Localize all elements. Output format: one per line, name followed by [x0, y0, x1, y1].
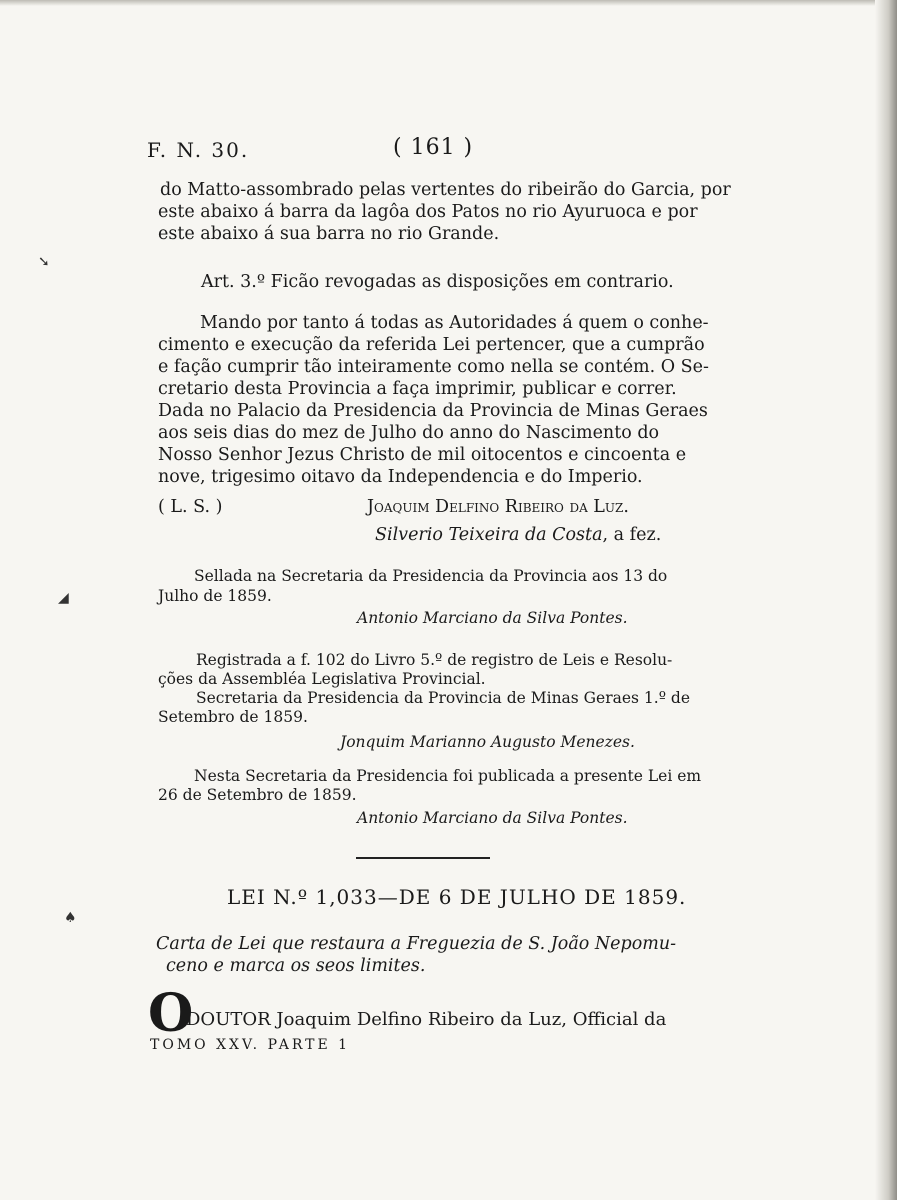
page-number: ( 161 ) [393, 135, 474, 160]
decree-line: nove, trigesimo oitavo da Independencia e do Imperio. [158, 467, 643, 487]
page-top-edge [0, 0, 897, 6]
seal-mark: ( L. S. ) [158, 497, 223, 517]
decree-line: e fação cumprir tão inteiramente como nella se contém. O Se- [158, 357, 709, 377]
decree-line: cimento e execução da referida Lei pertencer, que a cumprão [158, 335, 705, 355]
body-line: este abaixo á barra da lagôa dos Patos no rio Ayuruoca e por [158, 202, 698, 222]
margin-mark: ♠ [64, 910, 77, 926]
volume-footer: TOMO XXV. PARTE 1 [150, 1037, 351, 1053]
law-subtitle-line: Carta de Lei que restaura a Freguezia de S. João Nepomu- [156, 934, 677, 954]
signer-suffix: , a fez. [602, 525, 662, 545]
signer-name: Silverio Teixeira da Costa [375, 525, 603, 545]
signature-menezes: Jonquim Marianno Augusto Menezes. [340, 733, 635, 751]
registry-line: ções da Assembléa Legislativa Provincial. [158, 670, 486, 688]
sealed-note-line: Sellada na Secretaria da Presidencia da Provincia aos 13 do [194, 567, 668, 585]
decree-line: cretario desta Provincia a faça imprimir, publicar e correr. [158, 379, 677, 399]
decree-line: aos seis dias do mez de Julho do anno do Nascimento do [158, 423, 660, 443]
article-3: Art. 3.º Ficão revogadas as disposições em contrario. [201, 272, 674, 292]
law-title: LEI N.º 1,033—DE 6 DE JULHO DE 1859. [227, 885, 687, 909]
decree-line: Nosso Senhor Jezus Christo de mil oitocentos e cincoenta e [158, 445, 687, 465]
page-right-edge [875, 0, 897, 1200]
body-line: este abaixo á sua barra no rio Grande. [158, 224, 500, 244]
publication-line: 26 de Setembro de 1859. [158, 786, 357, 804]
section-divider [356, 857, 490, 859]
signature-pontes: Antonio Marciano da Silva Pontes. [357, 809, 628, 827]
header-section-label: F. N. 30. [147, 138, 250, 162]
margin-mark: ➘ [38, 254, 50, 270]
margin-mark: ◢ [58, 590, 69, 606]
registry-line: Registrada a f. 102 do Livro 5.º de registro de Leis e Resolu- [196, 651, 673, 669]
decree-line: Dada no Palacio da Presidencia da Provincia de Minas Geraes [158, 401, 708, 421]
registry-line: Secretaria da Presidencia da Provincia de Minas Geraes 1.º de [196, 689, 691, 707]
registry-line: Setembro de 1859. [158, 708, 308, 726]
signature-silverio [375, 525, 661, 545]
opening-line: DOUTOR Joaquim Delfino Ribeiro da Luz, Official da [186, 1009, 667, 1030]
signature-pontes: Antonio Marciano da Silva Pontes. [357, 609, 628, 627]
drop-cap: O [148, 983, 194, 1044]
body-line: do Matto-assombrado pelas vertentes do ribeirão do Garcia, por [160, 180, 731, 200]
decree-line: Mando por tanto á todas as Autoridades á quem o conhe- [200, 313, 709, 333]
publication-line: Nesta Secretaria da Presidencia foi publicada a presente Lei em [194, 767, 702, 785]
signature-delfino: Joaquim Delfino Ribeiro da Luz. [367, 497, 629, 517]
law-subtitle-line: ceno e marca os seos limites. [166, 956, 426, 976]
sealed-note-line: Julho de 1859. [158, 587, 272, 605]
